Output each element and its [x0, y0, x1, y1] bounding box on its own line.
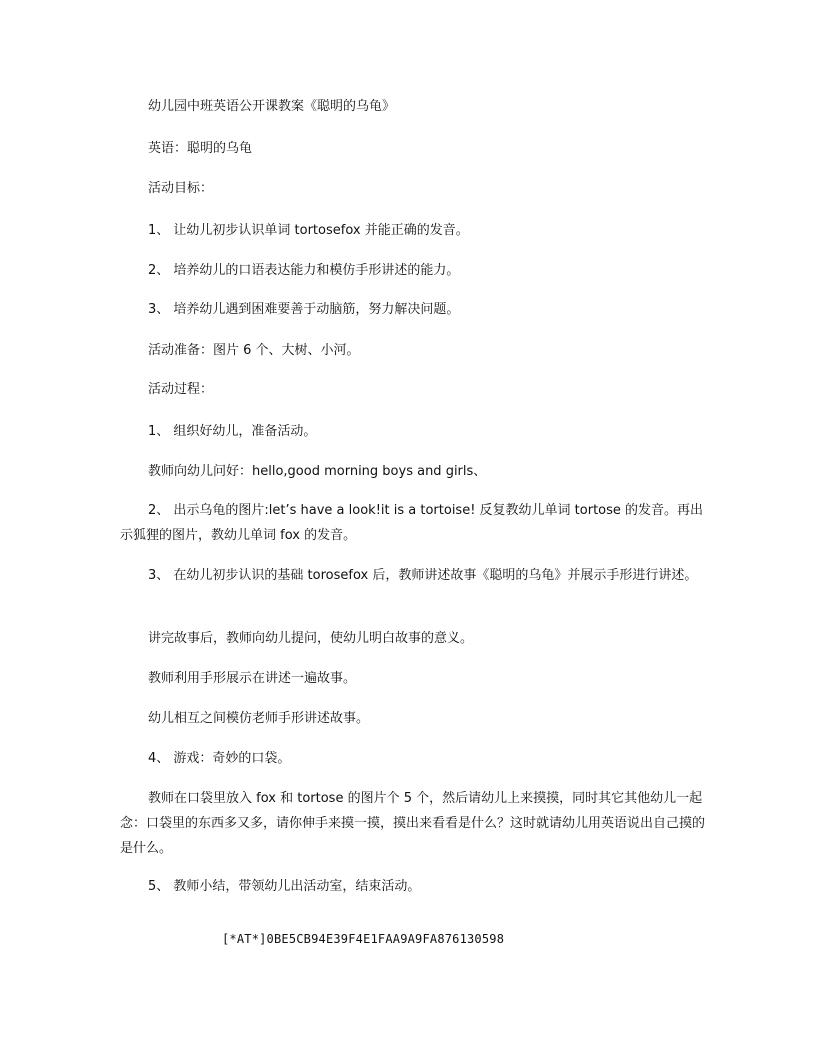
goals-heading: 活动目标： [148, 181, 214, 196]
process-step-3: 3、 在幼儿初步认识的基础 torosefox 后，教师讲述故事《聪明的乌龟》并展示手形进行讲述。 [148, 568, 698, 583]
goal-item-2: 2、 培养幼儿的口语表达能力和模仿手形讲述的能力。 [148, 263, 460, 278]
goal-item-1: 1、 让幼儿初步认识单词 tortosefox 并能正确的发音。 [148, 223, 469, 238]
hand-retell-line: 教师利用手形展示在讲述一遍故事。 [148, 671, 357, 686]
process-step-1: 1、 组织好幼儿，准备活动。 [148, 424, 317, 439]
subject-line: 英语：聪明的乌龟 [148, 141, 253, 156]
process-step-2: 2、 出示乌龟的图片:let’s have a look!it is a tortoise! 反复教幼儿单词 tortose 的发音。再出示狐狸的图片，教幼儿单词 fox 的发音。 [120, 503, 704, 543]
process-step-4: 4、 游戏：奇妙的口袋。 [148, 751, 291, 766]
process-step-5: 5、 教师小结，带领幼儿出活动室，结束活动。 [148, 879, 421, 894]
footer-code: [*AT*]0BE5CB94E39F4E1FAA9A9FA876130598 [222, 932, 505, 946]
goal-item-3: 3、 培养幼儿遇到困难要善于动脑筋，努力解决问题。 [148, 302, 460, 317]
preparation-line: 活动准备：图片 6 个、大树、小河。 [148, 343, 360, 358]
story-question-line: 讲完故事后，教师向幼儿提问，使幼儿明白故事的意义。 [148, 631, 474, 646]
imitate-line: 幼儿相互之间模仿老师手形讲述故事。 [148, 711, 370, 726]
greeting-line: 教师向幼儿问好：hello,good morning boys and girls、 [148, 464, 487, 479]
document-title: 幼儿园中班英语公开课教案《聪明的乌龟》 [148, 99, 396, 114]
process-heading: 活动过程： [148, 382, 214, 397]
game-description: 教师在口袋里放入 fox 和 tortose 的图片个 5 个，然后请幼儿上来摸摸，同时其它其他幼儿一起念：口袋里的东西多又多，请你伸手来摸一摸，摸出来看看是什么？这时就请幼儿用英语说出自己摸的是什么。 [120, 791, 706, 856]
